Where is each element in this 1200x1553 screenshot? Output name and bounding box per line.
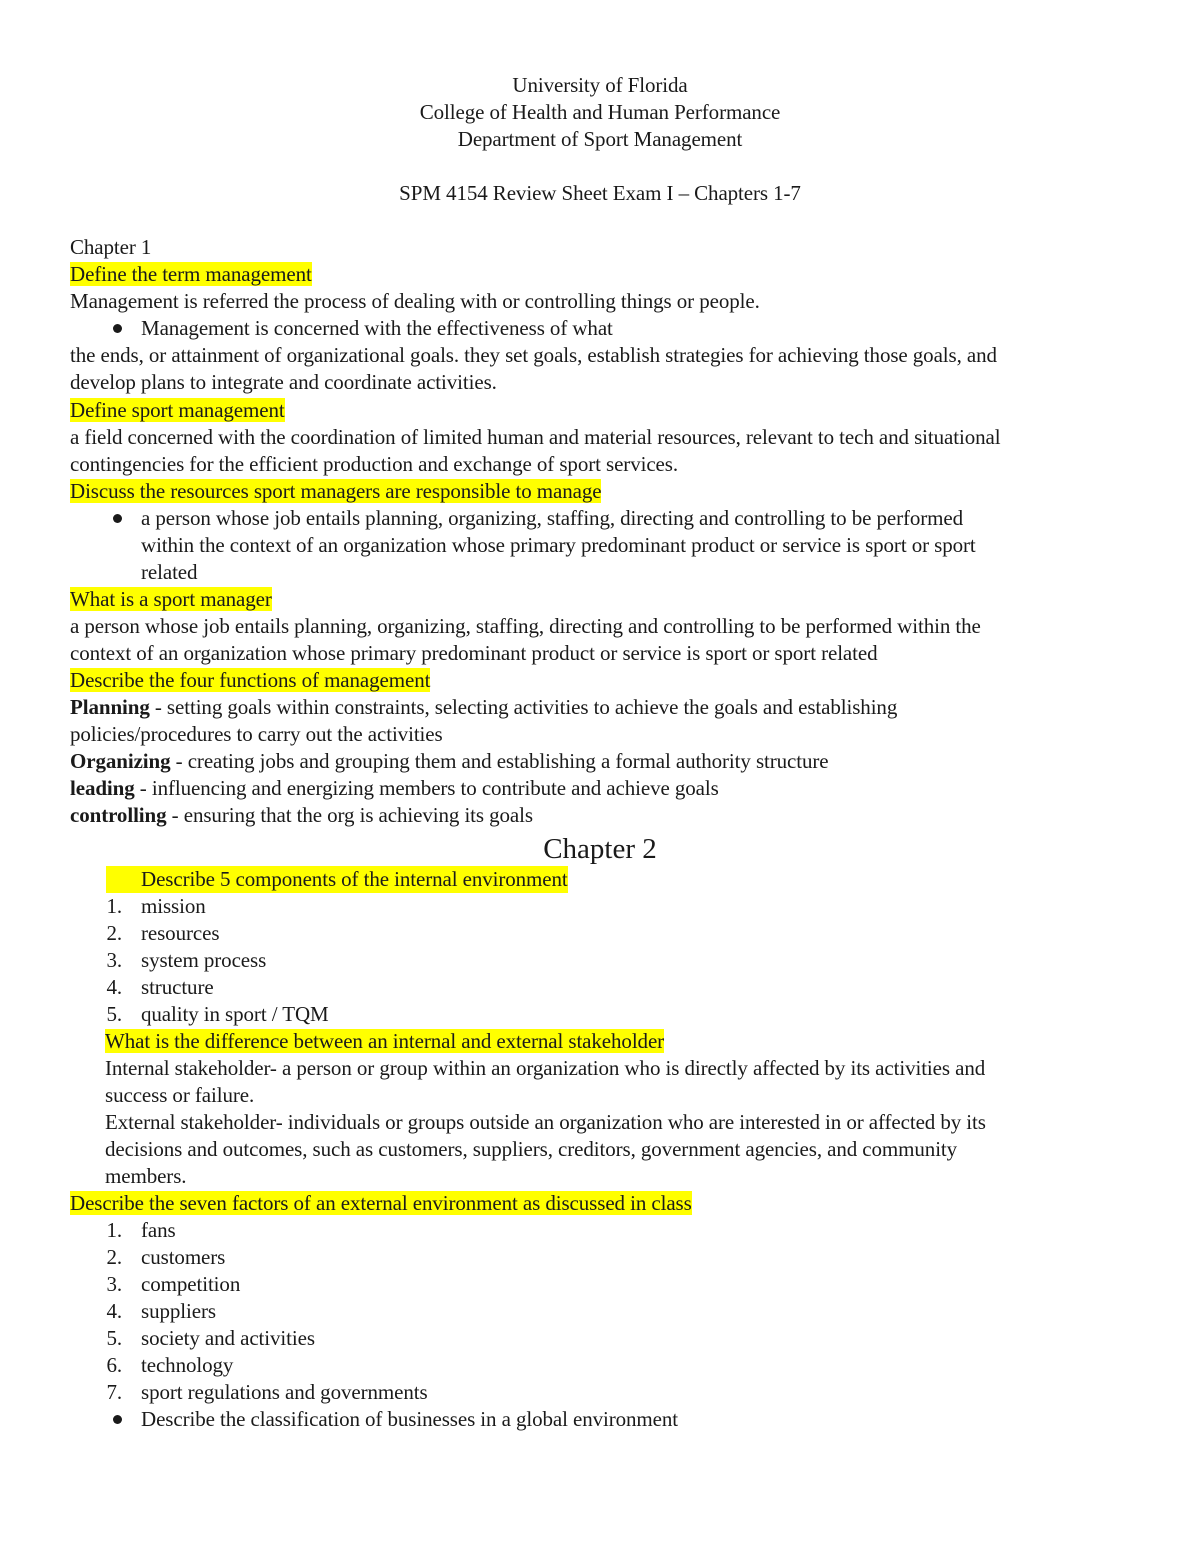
list-text: quality in sport / TQM <box>141 1002 329 1026</box>
bullet-item <box>0 315 1200 342</box>
internal-stakeholder-text: Internal stakeholder- a person or group within an organization who is directly affected by its activities and <box>105 1056 986 1080</box>
list-text: sport regulations and governments <box>141 1380 428 1404</box>
list-number: 2. <box>106 921 122 945</box>
college-name: College of Health and Human Performance <box>419 100 781 124</box>
university-name: University of Florida <box>512 73 688 97</box>
list-item <box>0 920 1200 947</box>
answer-text: a field concerned with the coordination of limited human and material resources, relevant to tech and situational <box>70 425 1001 449</box>
definition-controlling: - ensuring that the org is achieving its goals <box>166 803 533 827</box>
question-sport-manager <box>70 586 1200 613</box>
list-item <box>0 1325 1200 1352</box>
list-number: 1. <box>106 894 122 918</box>
list-number: 7. <box>106 1380 122 1404</box>
question-resources <box>70 478 1200 505</box>
answer-text: context of an organization whose primary predominant product or service is sport or sport related <box>70 641 878 665</box>
bullet-text: Describe the classification of businesses in a global environment <box>141 1407 679 1431</box>
highlight: Define sport management <box>70 398 285 422</box>
external-stakeholder-text: decisions and outcomes, such as customers, suppliers, creditors, government agencies, and community <box>105 1137 958 1161</box>
question-external-factors <box>70 1190 1200 1217</box>
definition-leading: - influencing and energizing members to contribute and achieve goals <box>134 776 719 800</box>
external-stakeholder-text: External stakeholder- individuals or groups outside an organization who are interested in or affected by its <box>105 1110 986 1134</box>
list-text: customers <box>141 1245 226 1269</box>
function-controlling <box>70 802 1200 829</box>
list-item <box>0 1298 1200 1325</box>
list-item <box>0 1217 1200 1244</box>
function-leading <box>70 775 1200 802</box>
definition-planning-cont: policies/procedures to carry out the activities <box>70 722 443 746</box>
definition-planning: - setting goals within constraints, selecting activities to achieve the goals and establishing <box>149 695 898 719</box>
list-text: structure <box>141 975 214 999</box>
bullet-icon <box>113 514 122 523</box>
question-define-management <box>70 261 1200 288</box>
bullet-text: Management is concerned with the effectiveness of what <box>141 316 613 340</box>
list-text: society and activities <box>141 1326 315 1350</box>
answer-text: develop plans to integrate and coordinate activities. <box>70 370 497 394</box>
function-planning <box>70 694 1200 721</box>
highlight: Describe 5 components of the internal environment <box>106 866 568 893</box>
list-text: system process <box>141 948 267 972</box>
question-stakeholders <box>105 1028 1200 1055</box>
term-organizing: Organizing <box>70 749 171 773</box>
highlight: Discuss the resources sport managers are responsible to manage <box>70 479 602 503</box>
function-organizing <box>70 748 1200 775</box>
list-item <box>0 974 1200 1001</box>
internal-stakeholder-text: success or failure. <box>105 1083 255 1107</box>
answer-text: a person whose job entails planning, organizing, staffing, directing and controlling to be performed within the <box>70 614 981 638</box>
highlight: Define the term management <box>70 262 312 286</box>
question-four-functions <box>70 667 1200 694</box>
list-item <box>0 893 1200 920</box>
list-text: mission <box>141 894 206 918</box>
bullet-item <box>0 866 1200 893</box>
bullet-item <box>0 505 1200 532</box>
highlight: Describe the seven factors of an external environment as discussed in class <box>70 1191 692 1215</box>
term-planning: Planning <box>70 695 150 719</box>
list-item <box>0 1244 1200 1271</box>
list-number: 3. <box>106 948 122 972</box>
bullet-text: related <box>141 560 198 584</box>
chapter-2-heading: Chapter 2 <box>543 833 657 865</box>
list-item <box>0 1379 1200 1406</box>
list-text: fans <box>141 1218 176 1242</box>
bullet-icon <box>113 1415 122 1424</box>
term-leading: leading <box>70 776 135 800</box>
list-item <box>0 1352 1200 1379</box>
list-number: 4. <box>106 1299 122 1323</box>
external-stakeholder-text: members. <box>105 1164 187 1188</box>
definition-organizing: - creating jobs and grouping them and establishing a formal authority structure <box>170 749 829 773</box>
answer-text: the ends, or attainment of organizational goals. they set goals, establish strategies for achieving those goals, and <box>70 343 997 367</box>
highlight: What is a sport manager <box>70 587 272 611</box>
chapter-1-heading: Chapter 1 <box>70 235 152 259</box>
bullet-text: a person whose job entails planning, organizing, staffing, directing and controlling to be performed <box>141 506 964 530</box>
department-name: Department of Sport Management <box>457 127 743 151</box>
answer-text: contingencies for the efficient production and exchange of sport services. <box>70 452 678 476</box>
question-define-sport-management <box>70 397 1200 424</box>
highlight: Describe the four functions of management <box>70 668 431 692</box>
list-number: 2. <box>106 1245 122 1269</box>
list-number: 6. <box>106 1353 122 1377</box>
list-text: competition <box>141 1272 241 1296</box>
list-text: technology <box>141 1353 234 1377</box>
bullet-text: within the context of an organization whose primary predominant product or service is sport or sport <box>141 533 976 557</box>
list-number: 5. <box>106 1002 122 1026</box>
list-item <box>0 1001 1200 1028</box>
list-item <box>0 1271 1200 1298</box>
term-controlling: controlling <box>70 803 167 827</box>
document-title: SPM 4154 Review Sheet Exam I – Chapters 1-7 <box>399 181 801 205</box>
list-item <box>0 947 1200 974</box>
list-number: 4. <box>106 975 122 999</box>
list-number: 5. <box>106 1326 122 1350</box>
bullet-icon <box>113 324 122 333</box>
answer-define-management: Management is referred the process of dealing with or controlling things or people. <box>70 289 760 313</box>
highlight: What is the difference between an internal and external stakeholder <box>105 1029 665 1053</box>
list-text: resources <box>141 921 220 945</box>
list-text: suppliers <box>141 1299 216 1323</box>
bullet-item <box>0 1406 1200 1433</box>
list-number: 1. <box>106 1218 122 1242</box>
list-number: 3. <box>106 1272 122 1296</box>
